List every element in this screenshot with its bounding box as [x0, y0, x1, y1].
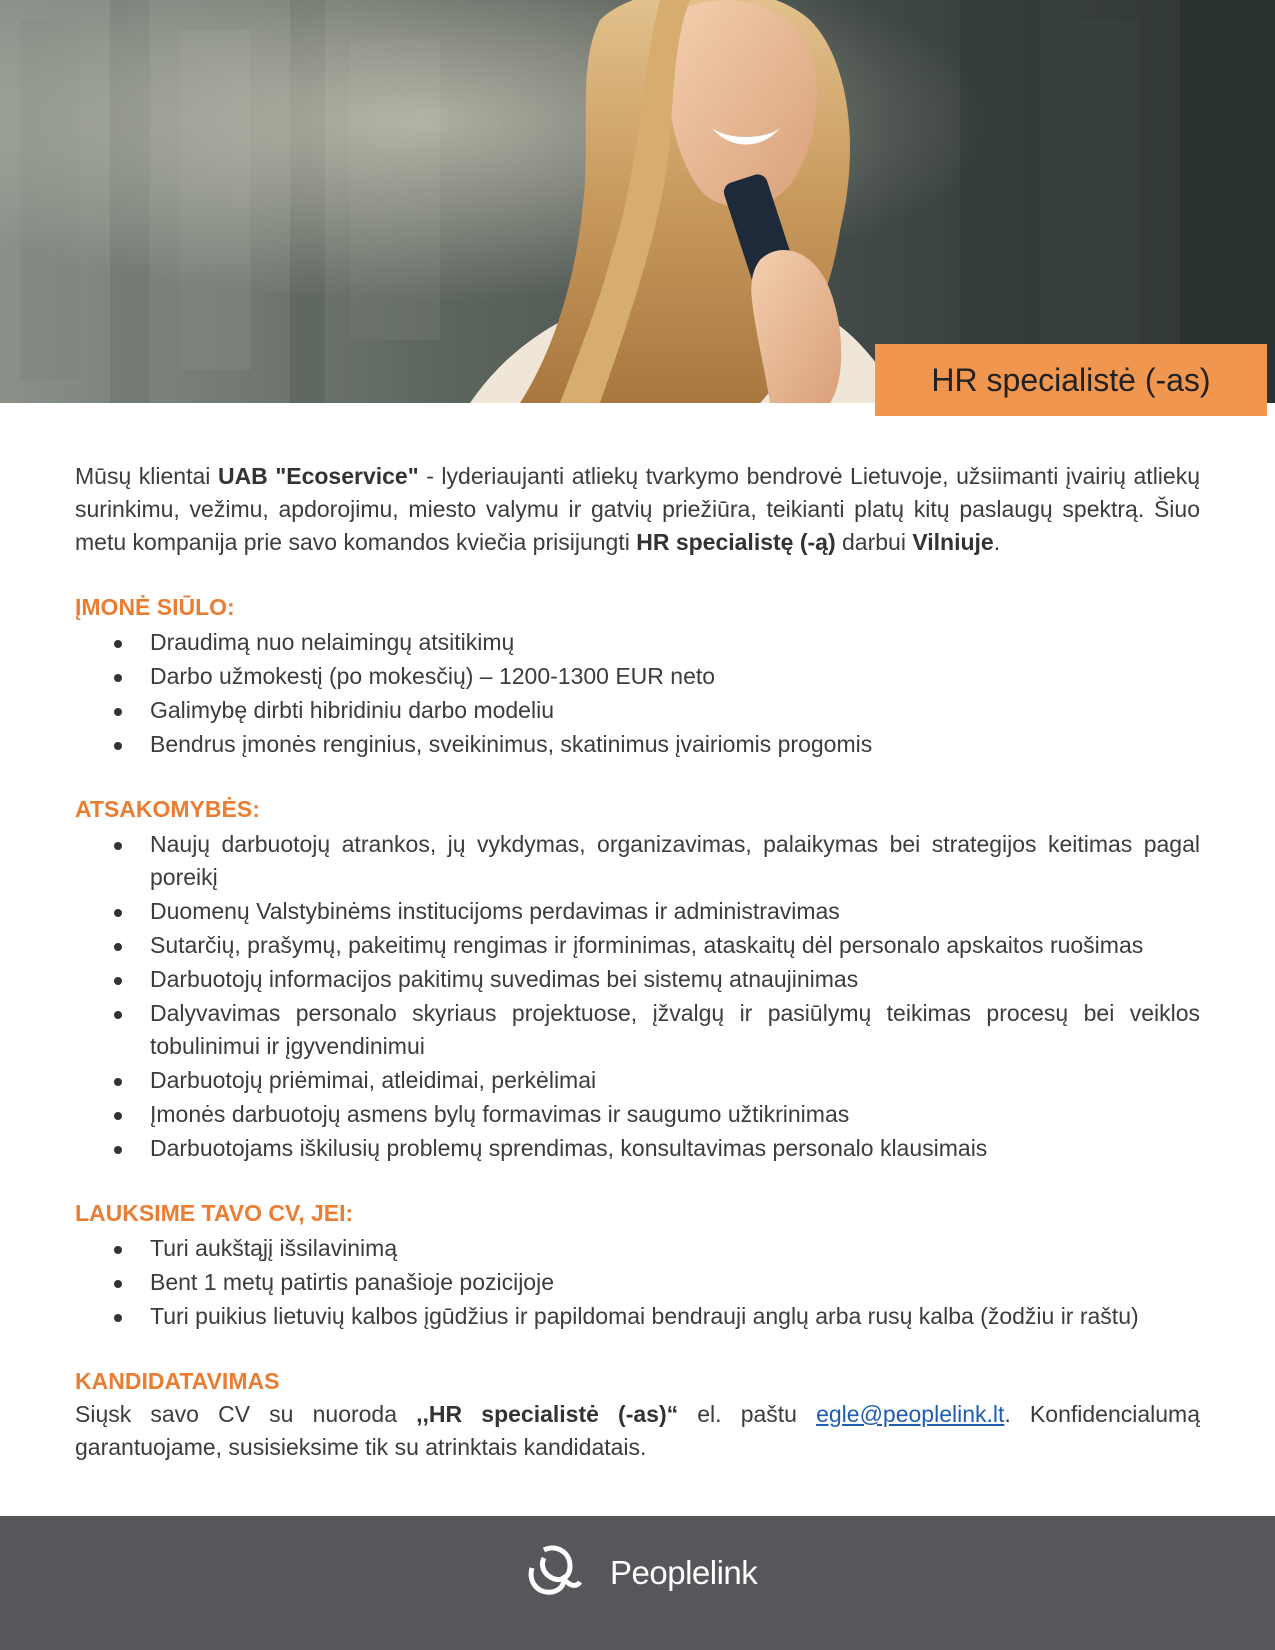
list-item [75, 895, 1200, 928]
list-item-text: Turi puikius lietuvių kalbos įgūdžius ir papildomai bendrauji anglų arba rusų kalba (žodžiu ir raštu) [150, 1303, 1139, 1329]
bullet-icon [114, 742, 122, 750]
city-name: Vilniuje [912, 529, 994, 555]
responsibilities-heading: ATSAKOMYBĖS: [75, 796, 260, 822]
list-item-text: Draudimą nuo nelaimingų atsitikimų [150, 629, 515, 655]
list-item [75, 626, 1200, 659]
intro-text: darbui [835, 529, 913, 555]
bullet-icon [114, 842, 122, 850]
brand-name: Peoplelink [610, 1554, 758, 1591]
list-item [75, 828, 1200, 894]
intro-text: - lyderiaujanti atliekų tvarkymo bendrovė Lietuvoje, užsiimanti įvairių atliekų surinkimu, vežimu, apdorojimu, miesto valymu ir gatvių priežiūra, teikianti platų kitų paslaugų spektrą. Šiuo metu kompanija prie savo komandos kviečia prisijungti [75, 463, 1200, 555]
list-item [75, 728, 1200, 761]
application-text: . Konfidencialumą garantuojame, susisieksime tik su atrinktais kandidatais. [75, 1401, 1200, 1460]
list-item-text: Sutarčių, prašymų, pakeitimų rengimas ir įforminimas, ataskaitų dėl personalo apskaitos ruošimas [150, 932, 1144, 958]
company-name: UAB "Ecoservice" [217, 463, 419, 489]
application-text: el. paštu [678, 1401, 817, 1427]
email-link[interactable]: egle@peoplelink.lt [816, 1401, 1005, 1427]
bullet-icon [114, 1078, 122, 1086]
bullet-icon [114, 674, 122, 682]
peoplelink-logo[interactable] [522, 1542, 792, 1604]
list-item-text: Naujų darbuotojų atrankos, jų vykdymas, organizavimas, palaikymas bei strategijos keitimas pagal poreikį [150, 831, 1200, 890]
list-item [75, 1232, 1200, 1265]
application-paragraph [75, 1398, 1200, 1464]
peoplelink-logo-icon [522, 1542, 584, 1604]
list-item [75, 997, 1200, 1063]
application-heading: KANDIDATAVIMAS [75, 1368, 280, 1394]
list-item-text: Darbuotojams iškilusių problemų sprendimas, konsultavimas personalo klausimais [150, 1135, 988, 1161]
bullet-icon [114, 943, 122, 951]
list-item [75, 1300, 1200, 1333]
list-item-text: Įmonės darbuotojų asmens bylų formavimas ir saugumo užtikrinimas [150, 1101, 850, 1127]
bullet-icon [114, 640, 122, 648]
bullet-icon [114, 1246, 122, 1254]
bullet-icon [114, 1146, 122, 1154]
intro-paragraph [75, 460, 1200, 559]
intro-text: Mūsų klientai [75, 463, 218, 489]
job-title: HR specialistė (-as) [931, 361, 1211, 398]
job-description [75, 460, 1200, 1464]
application-text: Siųsk savo CV su nuoroda [75, 1401, 417, 1427]
job-title-banner [875, 344, 1267, 416]
list-item-text: Darbuotojų priėmimai, atleidimai, perkėlimai [150, 1067, 597, 1093]
list-item-text: Darbo užmokestį (po mokesčių) – 1200-1300 EUR neto [150, 663, 716, 689]
list-item [75, 694, 1200, 727]
list-item [75, 1064, 1200, 1097]
list-item-text: Darbuotojų informacijos pakitimų suvedimas bei sistemų atnaujinimas [150, 966, 859, 992]
list-item-text: Duomenų Valstybinėms institucijoms perdavimas ir administravimas [150, 898, 840, 924]
position-name: HR specialistę (-ą) [636, 529, 836, 555]
bullet-icon [114, 909, 122, 917]
responsibilities-list [75, 828, 1200, 1165]
hero-image [0, 0, 1275, 403]
bullet-icon [114, 1314, 122, 1322]
list-item-text: Dalyvavimas personalo skyriaus projektuose, įžvalgų ir pasiūlymų teikimas procesų bei veiklos tobulinimui ir įgyvendinimui [150, 1000, 1200, 1059]
bullet-icon [114, 1112, 122, 1120]
list-item-text: Turi aukštąjį išsilavinimą [150, 1235, 398, 1261]
offers-heading: ĮMONĖ SIŪLO: [75, 594, 235, 620]
list-item-text: Bendrus įmonės renginius, sveikinimus, skatinimus įvairiomis progomis [150, 731, 873, 757]
list-item [75, 660, 1200, 693]
application-subject: ,,HR specialistė (-as)“ [416, 1401, 679, 1427]
list-item [75, 929, 1200, 962]
list-item [75, 1266, 1200, 1299]
offers-list [75, 626, 1200, 761]
bullet-icon [114, 977, 122, 985]
bullet-icon [114, 1011, 122, 1019]
requirements-list [75, 1232, 1200, 1333]
requirements-heading: LAUKSIME TAVO CV, JEI: [75, 1200, 354, 1226]
intro-text: . [993, 529, 1001, 555]
bullet-icon [114, 708, 122, 716]
list-item-text: Galimybę dirbti hibridiniu darbo modeliu [150, 697, 554, 723]
list-item [75, 963, 1200, 996]
list-item-text: Bent 1 metų patirtis panašioje pozicijoje [150, 1269, 555, 1295]
woman-with-phone-photo [0, 0, 1275, 403]
list-item [75, 1098, 1200, 1131]
bullet-icon [114, 1280, 122, 1288]
list-item [75, 1132, 1200, 1165]
